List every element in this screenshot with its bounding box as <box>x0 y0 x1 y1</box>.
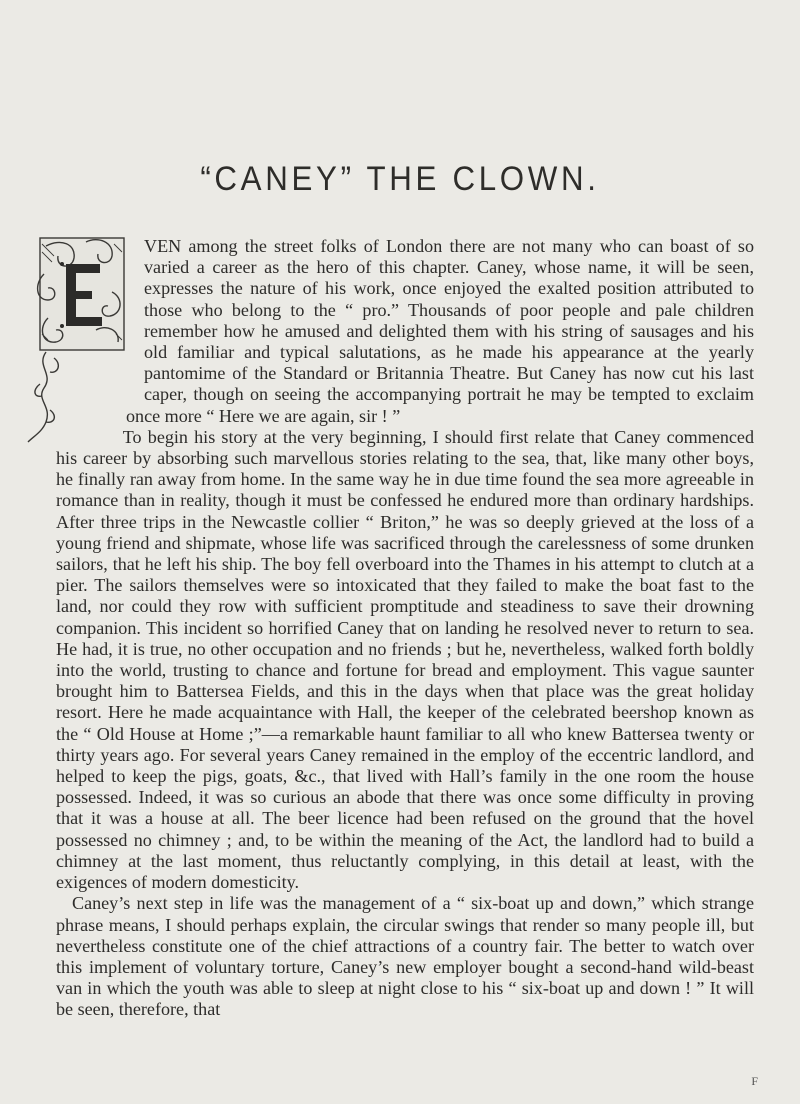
paragraph-3: Caney’s next step in life was the management of a “ six-boat up and down,” which strange phrase means, I should perhaps explain, the circular swings that render so many people ill, but nevertheless constitute one of the chief attractions of a country fair. The better to watch over this implement of voluntary torture, Caney’s new employer bought a second-hand wild-beast van in which the youth was able to sleep at night close to his “ six-boat up and down ! ” It will be seen, therefore, that <box>56 893 754 1020</box>
chapter-title: “CANEY” THE CLOWN. <box>200 160 600 198</box>
paragraph-1: VEN among the street folks of London there are not many who can boast of so varied a career as the hero of this chapter. Caney, whose name, it will be seen, expresses the nature of his work, once enjoyed the exalted position attributed to those who belong to the “ pro.” Thousands of poor people and pale children remember how he amused and delighted them with his string of sausages and his old familiar and typical salutations, as he made his appearance at the yearly pantomime of the Standard or Britannia Theatre. But Caney has now cut his last caper, though on seeing the accompanying portrait he may be tempted to exclaim once more “ Here we are again, sir ! ” <box>125 236 754 426</box>
paragraph-2: To begin his story at the very beginning, I should first relate that Caney commenced his career by absorbing such marvellous stories relating to the sea, that, like many other boys, he finally ran away from home. In the same way he in due time found the sea more agreeable in romance than in reality, though it must be confessed he endured more than ordinary hardships. After three trips in the Newcastle collier “ Briton,” he was so deeply grieved at the loss of a young friend and shipmate, whose life was sacrificed through the carelessness of some drunken sailors, that he left his ship. The boy fell overboard into the Thames in his attempt to clutch at a pier. The sailors themselves were so intoxicated that they failed to make the boat fast to the land, nor could they row with sufficient promptitude and steadiness to save their drowning companion. This incident so horrified Caney that on landing he resolved never to return to sea. He had, it is true, no other occupation and no friends ; but he, nevertheless, walked forth boldly into the world, trusting to chance and fortune for bread and employment. This vague saunter brought him to Battersea Fields, and this in the days when that place was the great holiday resort. Here he made acquaintance with Hall, the keeper of the celebrated beershop known as the “ Old House at Home ;”—a remarkable haunt familiar to all who knew Battersea twenty or thirty years ago. For several years Caney remained in the employ of the eccentric landlord, and helped to keep the pigs, goats, &c., that lived with Hall’s family in the one room the house possessed. Indeed, it was so curious an abode that there was once some difficulty in proving that it was a house at all. The beer licence had been refused on the ground that the hovel possessed no chimney ; and, to be within the meaning of the Act, the landlord had to build a chimney at the last moment, thus reluctantly complying, in this detail at least, with the exigences of modern domesticity. <box>56 426 754 893</box>
chapter-body <box>56 236 754 1021</box>
signature-mark: F <box>751 1074 758 1088</box>
